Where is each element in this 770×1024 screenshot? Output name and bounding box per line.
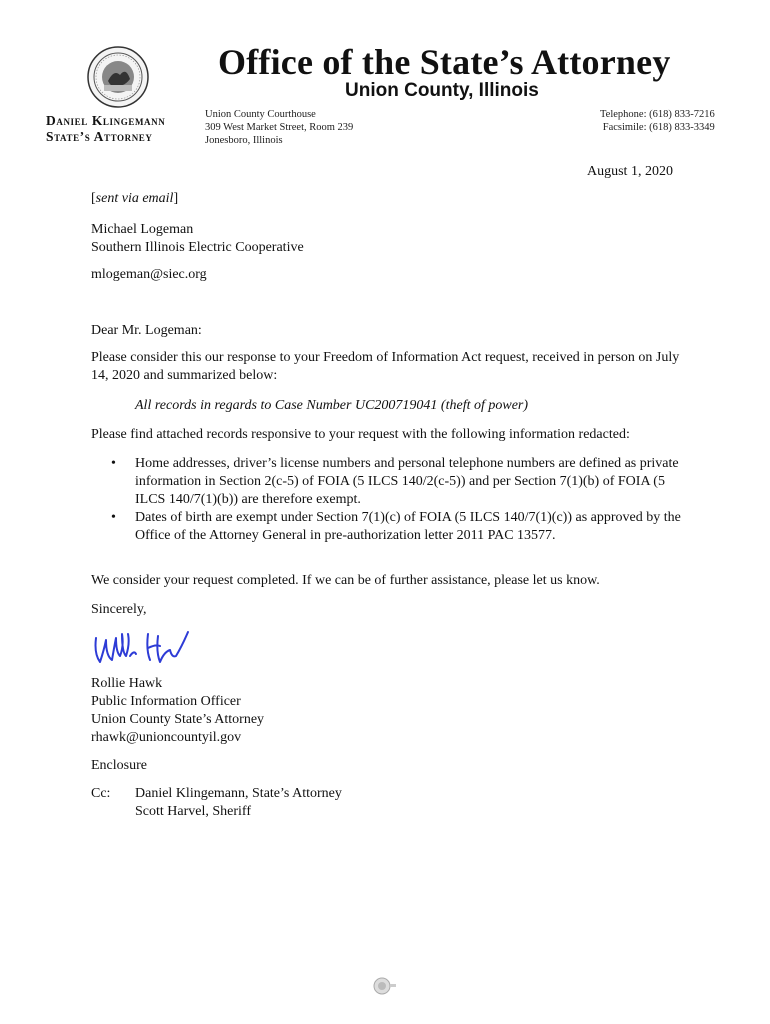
bullet-icon: •	[111, 456, 116, 471]
address-line: Union County Courthouse	[205, 109, 316, 120]
list-item	[107, 455, 697, 509]
delivery-note-text: sent via email	[95, 191, 174, 206]
list-item	[107, 509, 697, 545]
cc-label: Cc:	[91, 786, 111, 801]
sign-off: Sincerely,	[91, 602, 147, 617]
cc-list	[135, 785, 342, 821]
attorney-name	[46, 112, 165, 129]
county-seal-icon	[86, 45, 150, 109]
signer-title: Public Information Officer	[91, 694, 241, 709]
signer-name: Rollie Hawk	[91, 676, 163, 691]
cc-recipient: Scott Harvel, Sheriff	[135, 804, 251, 819]
list-item-text: Dates of birth are exempt under Section 7(1)(c) of FOIA (5 ILCS 140/7(1)(c)) as approved by the Office of the Attorney General in pre-authorization letter 2011 PAC 13577.	[135, 510, 681, 543]
telephone: Telephone: (618) 833-7216	[600, 109, 715, 120]
attorney-title	[46, 128, 153, 145]
attached-note: Please find attached records responsive to your request with the following information redacted:	[91, 427, 630, 442]
signer-office: Union County State’s Attorney	[91, 712, 265, 727]
signer-email: rhawk@unioncountyil.gov	[91, 730, 242, 745]
bullet-icon: •	[111, 510, 116, 525]
recipient-email: mlogeman@siec.org	[91, 267, 207, 282]
quoted-request: All records in regards to Case Number UC200719041 (theft of power)	[135, 398, 529, 413]
office-title: Office of the State’s Attorney	[218, 42, 671, 82]
letter-date: August 1, 2020	[587, 164, 673, 179]
attorney-name-text: Daniel Klingemann	[46, 113, 166, 128]
address-line: Jonesboro, Illinois	[205, 135, 283, 146]
signer-block	[91, 675, 264, 747]
footer-logo-icon	[372, 976, 398, 996]
office-address	[205, 108, 353, 147]
recipient-block	[91, 221, 304, 257]
delivery-note: [sent via email]	[91, 191, 179, 206]
closing-paragraph: We consider your request completed. If we can be of further assistance, please let us know.	[91, 573, 600, 588]
salutation: Dear Mr. Logeman:	[91, 323, 202, 338]
address-line: 309 West Market Street, Room 239	[205, 122, 354, 133]
handwritten-signature	[90, 626, 200, 674]
redaction-list	[107, 455, 697, 545]
enclosure-note: Enclosure	[91, 758, 147, 773]
cc-recipient: Daniel Klingemann, State’s Attorney	[135, 786, 342, 801]
list-item-text: Home addresses, driver’s license numbers and personal telephone numbers are defined as private information in Section 2(c-5) of FOIA (5 ILCS 140/2(c-5)) and per Section 7(1)(b) of FOIA (5 ILCS 140/7(1)(b)) are therefore exempt.	[135, 456, 679, 507]
attorney-title-text: State’s Attorney	[46, 129, 153, 144]
recipient-name: Michael Logeman	[91, 222, 194, 237]
county-subtitle: Union County, Illinois	[345, 80, 539, 101]
office-contact	[600, 108, 715, 134]
recipient-organization: Southern Illinois Electric Cooperative	[91, 240, 304, 255]
intro-paragraph: Please consider this our response to your Freedom of Information Act request, received in person on July 14, 2020 and summarized below:	[91, 350, 680, 383]
facsimile: Facsimile: (618) 833-3349	[602, 122, 715, 133]
